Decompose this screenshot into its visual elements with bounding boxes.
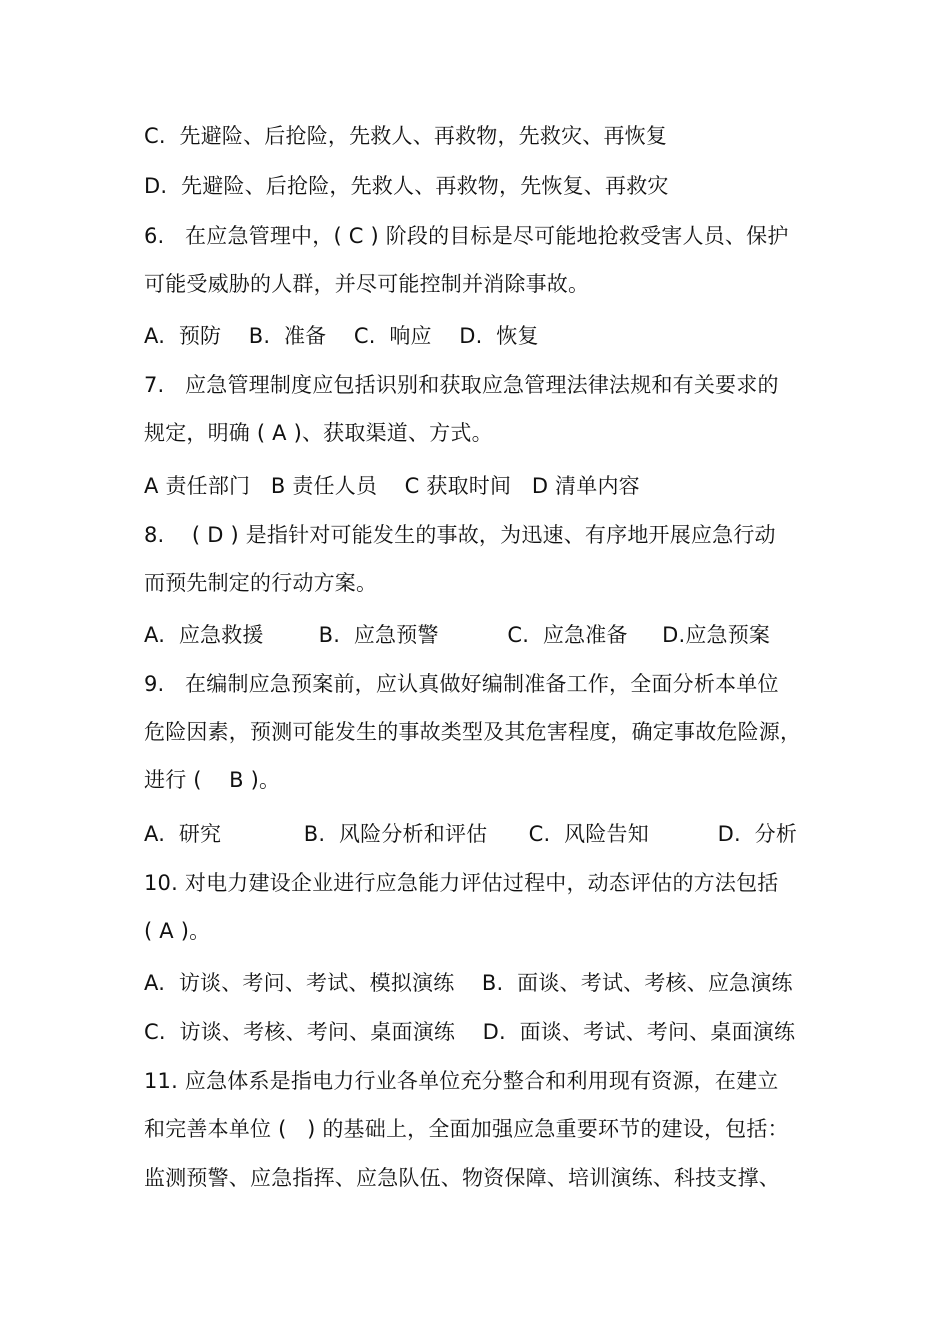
question-8-options: A. 应急救援 B. 应急预警 C. 应急准备 D.应急预案 bbox=[144, 623, 771, 647]
question-6-line-1: 6. 在应急管理中，( C ) 阶段的目标是尽可能地抢救受害人员、保护 bbox=[144, 224, 789, 248]
question-10-line-1: 10. 对电力建设企业进行应急能力评估过程中，动态评估的方法包括 bbox=[144, 871, 779, 895]
option-c-line: C. 先避险、后抢险，先救人、再救物，先救灾、再恢复 bbox=[144, 124, 668, 148]
question-6-options: A. 预防 B. 准备 C. 响应 D. 恢复 bbox=[144, 324, 539, 348]
question-10-options-ab: A. 访谈、考问、考试、模拟演练 B. 面谈、考试、考核、应急演练 bbox=[144, 971, 793, 995]
question-7-options: A 责任部门 B 责任人员 C 获取时间 D 清单内容 bbox=[144, 474, 640, 498]
question-11-line-1: 11. 应急体系是指电力行业各单位充分整合和利用现有资源，在建立 bbox=[144, 1069, 779, 1093]
question-6-line-2: 可能受威胁的人群，并尽可能控制并消除事故。 bbox=[144, 272, 590, 296]
question-8-line-1: 8. ( D ) 是指针对可能发生的事故，为迅速、有序地开展应急行动 bbox=[144, 523, 776, 547]
question-9-line-1: 9. 在编制应急预案前，应认真做好编制准备工作，全面分析本单位 bbox=[144, 672, 779, 696]
question-8-line-2: 而预先制定的行动方案。 bbox=[144, 571, 378, 595]
question-11-line-2: 和完善本单位 ( ) 的基础上，全面加强应急重要环节的建设，包括： bbox=[144, 1117, 789, 1141]
question-7-line-1: 7. 应急管理制度应包括识别和获取应急管理法律法规和有关要求的 bbox=[144, 373, 779, 397]
option-d-line: D. 先避险、后抢险，先救人、再救物，先恢复、再救灾 bbox=[144, 174, 669, 198]
question-9-line-2: 危险因素，预测可能发生的事故类型及其危害程度，确定事故危险源， bbox=[144, 720, 802, 744]
question-7-line-2: 规定，明确 ( A )、获取渠道、方式。 bbox=[144, 421, 493, 445]
question-11-line-3: 监测预警、应急指挥、应急队伍、物资保障、培训演练、科技支撑、 bbox=[144, 1166, 780, 1190]
question-9-line-3: 进行 ( B )。 bbox=[144, 768, 281, 792]
question-10-options-cd: C. 访谈、考核、考问、桌面演练 D. 面谈、考试、考问、桌面演练 bbox=[144, 1020, 796, 1044]
question-9-options: A. 研究 B. 风险分析和评估 C. 风险告知 D. 分析 bbox=[144, 822, 798, 846]
question-10-line-2: ( A )。 bbox=[144, 919, 211, 943]
